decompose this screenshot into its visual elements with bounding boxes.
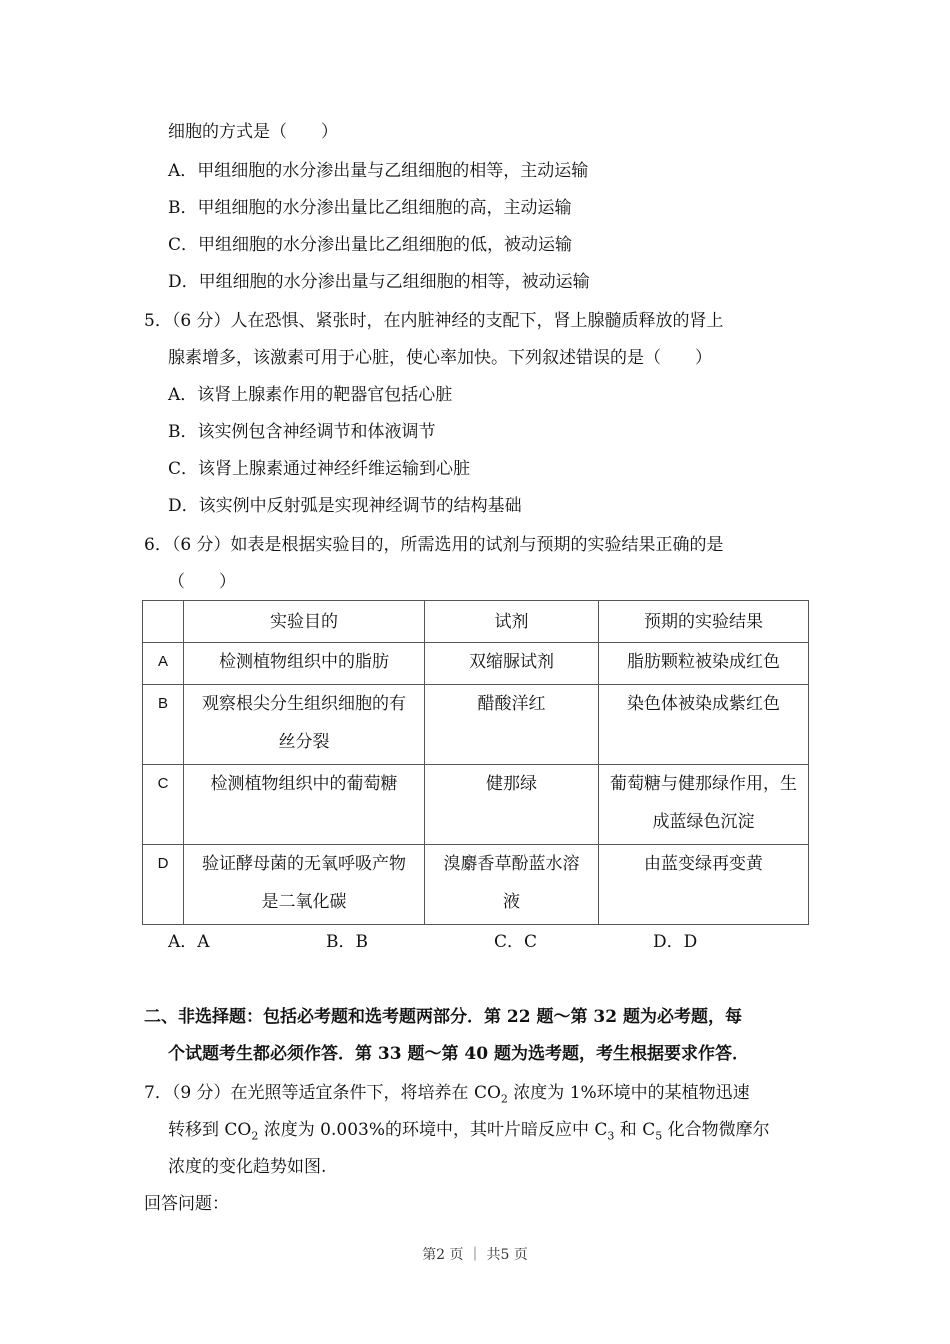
table-row	[143, 643, 809, 685]
q4-option-b: B．甲组细胞的水分渗出量比乙组细胞的高，主动运输	[168, 198, 572, 218]
row-label: D	[143, 845, 184, 925]
q4-option-d: D．甲组细胞的水分渗出量与乙组细胞的相等，被动运输	[168, 272, 590, 292]
q7-stem-line1: 7．（9 分）在光照等适宜条件下，将培养在 $CO_2$ 浓度为 1%环境中的某植物迅速	[144, 1083, 750, 1106]
section2-heading-line1: 二、非选择题：包括必考题和选考题两部分．第 22 题～第 32 题为必考题，每	[144, 1007, 742, 1027]
q5-stem-line2: 腺素增多，该激素可用于心脏，使心率加快。下列叙述错误的是（ ）	[168, 348, 712, 368]
q4-option-a: A．甲组细胞的水分渗出量与乙组细胞的相等，主动运输	[168, 161, 589, 181]
q6-choice-d: D．D	[653, 932, 698, 952]
row-goal: 检测植物组织中的脂肪	[184, 643, 425, 685]
q6-choice-b: B．B	[326, 932, 368, 952]
table-row	[143, 685, 809, 765]
row-goal: 检测植物组织中的葡萄糖	[184, 765, 425, 845]
table-row	[143, 845, 809, 925]
q7-answer-prompt: 回答问题：	[144, 1194, 229, 1214]
table-header-result: 预期的实验结果	[599, 601, 809, 643]
section2-heading-line2: 个试题考生都必须作答．第 33 题～第 40 题为选考题，考生根据要求作答．	[168, 1044, 749, 1064]
q4-option-c: C．甲组细胞的水分渗出量比乙组细胞的低，被动运输	[168, 235, 573, 255]
experiment-table	[142, 600, 809, 925]
q5-option-b: B．该实例包含神经调节和体液调节	[168, 422, 436, 442]
q6-choice-c: C．C	[494, 932, 538, 952]
row-reagent: 双缩脲试剂	[425, 643, 599, 685]
q5-option-a: A．该肾上腺素作用的靶器官包括心脏	[168, 385, 453, 405]
row-reagent: 健那绿	[425, 765, 599, 845]
q5-stem-line1: 5．（6 分）人在恐惧、紧张时，在内脏神经的支配下，肾上腺髓质释放的肾上	[144, 311, 724, 331]
row-result: 脂肪颗粒被染成红色	[599, 643, 809, 685]
row-result: 由蓝变绿再变黄	[599, 845, 809, 925]
q6-stem-line2: （ ）	[168, 572, 236, 592]
q5-option-c: C．该肾上腺素通过神经纤维运输到心脏	[168, 459, 471, 479]
row-result: 染色体被染成紫红色	[599, 685, 809, 765]
row-label: C	[143, 765, 184, 845]
row-reagent: 溴麝香草酚蓝水溶 液	[425, 845, 599, 925]
row-result: 葡萄糖与健那绿作用，生 成蓝绿色沉淀	[599, 765, 809, 845]
row-goal: 验证酵母菌的无氧呼吸产物 是二氧化碳	[184, 845, 425, 925]
row-label: A	[143, 643, 184, 685]
q6-stem-line1: 6．（6 分）如表是根据实验目的，所需选用的试剂与预期的实验结果正确的是	[144, 535, 724, 555]
table-header-goal: 实验目的	[184, 601, 425, 643]
table-row	[143, 765, 809, 845]
q4-stem-tail: 细胞的方式是（ ）	[168, 122, 338, 142]
row-label: B	[143, 685, 184, 765]
q7-stem-line3: 浓度的变化趋势如图.	[168, 1157, 327, 1177]
q7-stem-line2: 转移到 $CO_2$ 浓度为 0.003%的环境中，其叶片暗反应中 $C_3$ 和 $C_5$ 化合物微摩尔	[168, 1120, 770, 1143]
table-header-row	[143, 601, 809, 643]
table-header-reagent: 试剂	[425, 601, 599, 643]
row-reagent: 醋酸洋红	[425, 685, 599, 765]
row-goal: 观察根尖分生组织细胞的有 丝分裂	[184, 685, 425, 765]
table-header-label	[143, 601, 184, 643]
q5-option-d: D．该实例中反射弧是实现神经调节的结构基础	[168, 496, 522, 516]
page-footer: 第2 页 ｜ 共5 页	[422, 1247, 528, 1263]
q6-choice-a: A．A	[168, 932, 210, 952]
